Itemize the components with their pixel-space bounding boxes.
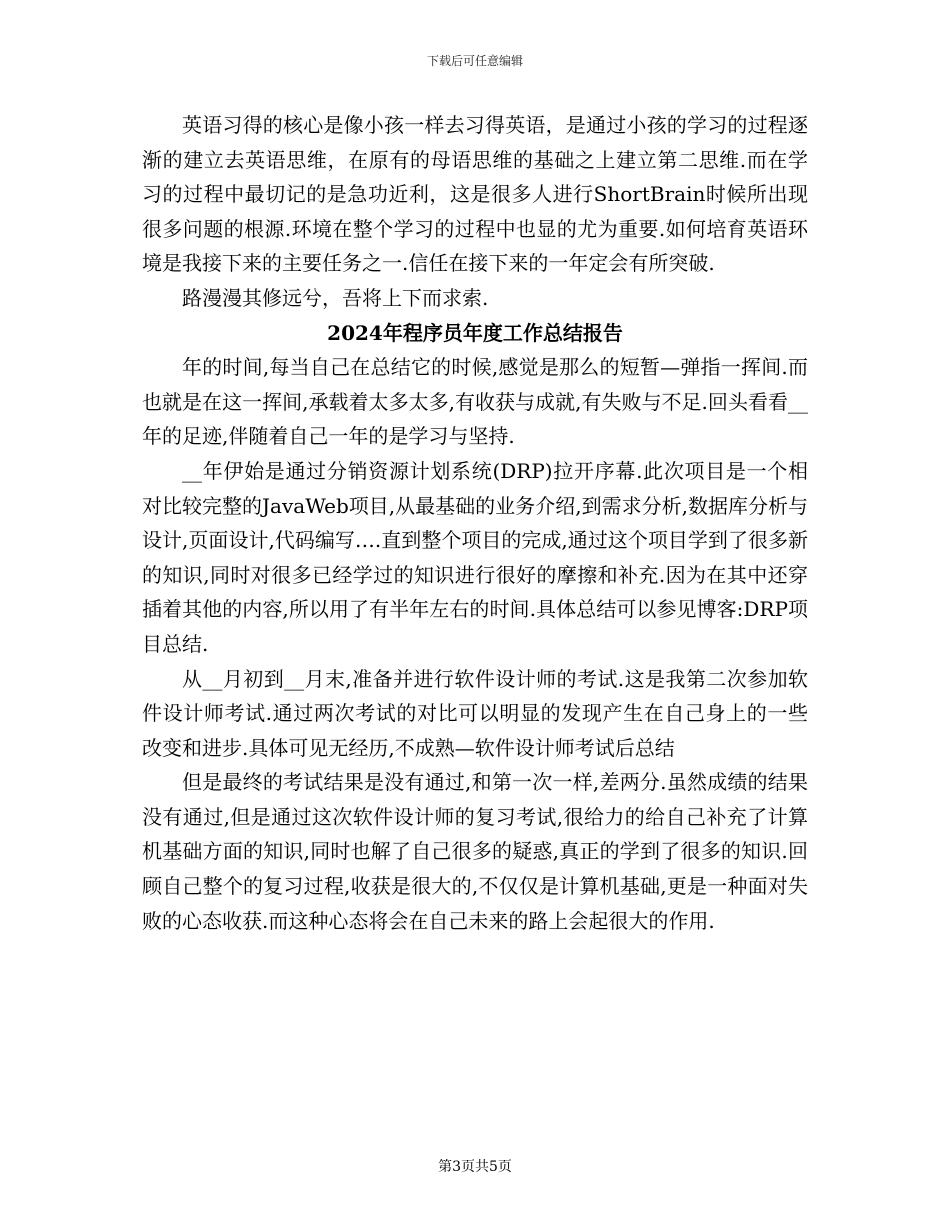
section-title: 2024年程序员年度工作总结报告	[327, 320, 623, 345]
page-header: 下载后可任意编辑	[426, 54, 523, 68]
page-footer: 第3页共5页	[438, 1159, 512, 1175]
paragraph-year-review: 年的时间,每当自己在总结它的时候,感觉是那么的短暂—弹指一挥间.而也就是在这一挥间,承载着太多太多,有收获与成就,有失败与不足.回头看看__年的足迹,伴随着自己一年的是学习与坚持.	[142, 355, 808, 449]
document-body	[142, 108, 808, 938]
paragraph-quote: 路漫漫其修远兮，吾将上下而求索.	[182, 285, 489, 310]
paragraph-drp-project: __年伊始是通过分销资源计划系统(DRP)拉开序幕.此次项目是一个相对比较完整的JavaWeb项目,从最基础的业务介绍,到需求分析,数据库分析与设计,页面设计,代码编写….直到整个项目的完成,通过这个项目学到了很多新的知识,同时对很多已经学过的知识进行很好的摩擦和补充.因为在其中还穿插着其他的内容,所以用了有半年左右的时间.具体总结可以参见博客:DRP项目总结.	[142, 458, 808, 656]
paragraph-exam-result: 但是最终的考试结果是没有通过,和第一次一样,差两分.虽然成绩的结果没有通过,但是通过这次软件设计师的复习考试,很给力的给自己补充了计算机基础方面的知识,同时也解了自己很多的疑惑,真正的学到了很多的知识.回顾自己整个的复习过程,收获是很大的,不仅仅是计算机基础,更是一种面对失败的心态收获.而这种心态将会在自己未来的路上会起很大的作用.	[142, 770, 808, 933]
paragraph-english-learning: 英语习得的核心是像小孩一样去习得英语，是通过小孩的学习的过程逐渐的建立去英语思维，在原有的母语思维的基础之上建立第二思维.而在学习的过程中最切记的是急功近利，这是很多人进行ShortBrain时候所出现很多问题的根源.环境在整个学习的过程中也显的尤为重要.如何培育英语环境是我接下来的主要任务之一.信任在接下来的一年定会有所突破.	[142, 113, 808, 276]
paragraph-exam-prep: 从__月初到__月末,准备并进行软件设计师的考试.这是我第二次参加软件设计师考试.通过两次考试的对比可以明显的发现产生在自己身上的一些改变和进步.具体可见无经历,不成熟—软件设计师考试后总结	[142, 666, 808, 760]
